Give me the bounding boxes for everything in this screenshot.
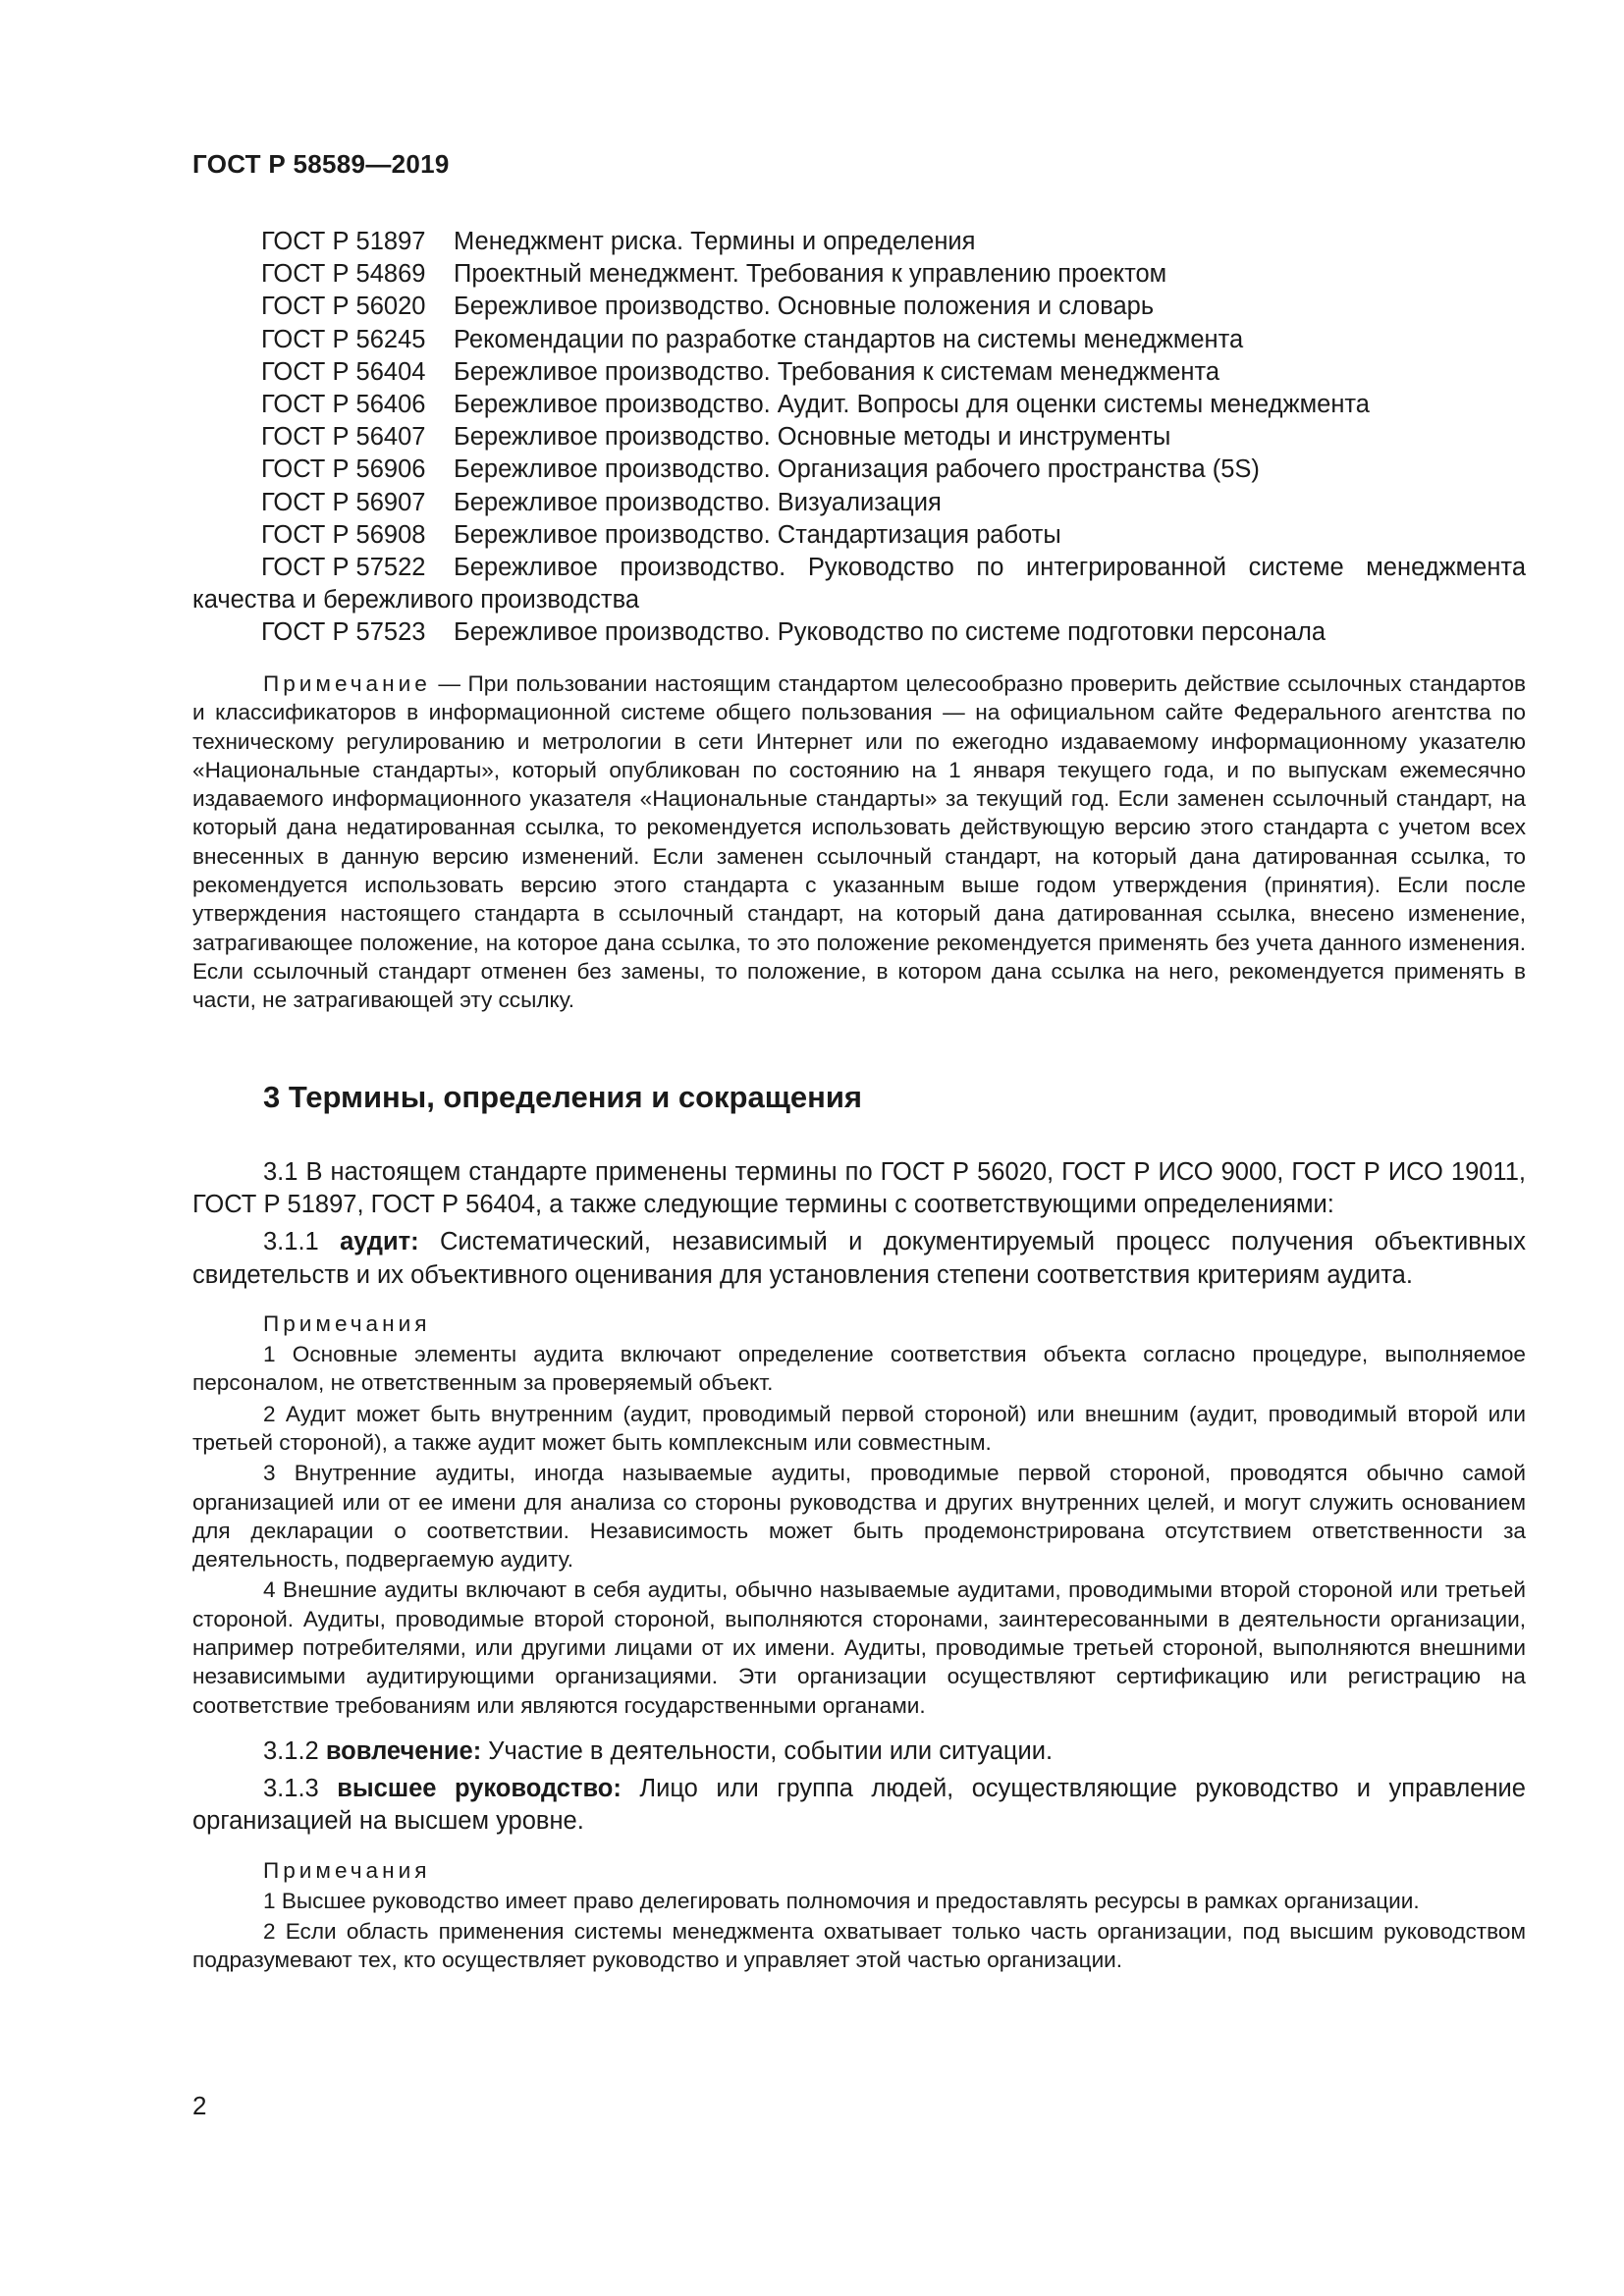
reference-title: Рекомендации по разработке стандартов на системы менеджмента xyxy=(454,325,1244,353)
section-intro: 3.1 В настоящем стандарте применены термины по ГОСТ Р 56020, ГОСТ Р ИСО 9000, ГОСТ Р ИСО 19011, ГОСТ Р 51897, ГОСТ Р 56404, а также следующие термины с соответствующими определениями: xyxy=(192,1158,1526,1219)
term-number: 3.1.1 xyxy=(263,1228,341,1256)
reference-title: Бережливое производство. Стандартизация работы xyxy=(454,520,1061,549)
reference-item xyxy=(192,324,1526,356)
notes-caption: Примечания xyxy=(263,1857,431,1883)
reference-item xyxy=(192,226,1526,258)
term-notes xyxy=(192,1309,1526,1720)
term-number: 3.1.3 xyxy=(263,1775,338,1803)
reference-title: Проектный менеджмент. Требования к управлению проектом xyxy=(454,260,1167,289)
reference-code: ГОСТ Р 56906 xyxy=(261,455,426,484)
term-notes xyxy=(192,1856,1526,1975)
term-entry xyxy=(192,1735,1526,1768)
document-header: ГОСТ Р 58589—2019 xyxy=(192,149,450,179)
reference-code: ГОСТ Р 56907 xyxy=(261,488,426,516)
reference-code: ГОСТ Р 56404 xyxy=(261,357,426,386)
reference-code: ГОСТ Р 57523 xyxy=(261,618,426,647)
note-item: 2 Аудит может быть внутренним (аудит, проводимый первой стороной) или внешним (аудит, проводимый второй или третьей стороной), а также аудит может быть комплексным или совместным. xyxy=(192,1401,1526,1455)
reference-item xyxy=(192,454,1526,486)
reference-title: Бережливое производство. Основные методы и инструменты xyxy=(454,423,1171,452)
reference-item xyxy=(192,519,1526,552)
reference-item xyxy=(192,616,1526,649)
reference-title: Бережливое производство. Руководство по системе подготовки персонала xyxy=(454,618,1326,647)
reference-item xyxy=(192,291,1526,323)
reference-item xyxy=(192,258,1526,291)
section-title: 3 Термины, определения и сокращения xyxy=(263,1080,862,1114)
note-item: 3 Внутренние аудиты, иногда называемые аудиты, проводимые первой стороной, проводятся обычно самой организацией или от ее имени для анализа со стороны руководства и других внутренних целей, и могут служить основанием для декларации о соответствии. Независимость может быть продемонстрирована отсутствием ответственности за деятельность, подвергаемую аудиту. xyxy=(192,1461,1526,1573)
reference-code: ГОСТ Р 56020 xyxy=(261,293,426,321)
reference-item xyxy=(192,356,1526,389)
reference-item xyxy=(192,552,1526,616)
reference-title: Бережливое производство. Визуализация xyxy=(454,488,942,516)
note-text: — При пользовании настоящим стандартом целесообразно проверить действие ссылочных стандартов и классификаторов в информационной системе общего пользования — на официальном сайте Федерального агентства по техническому регулированию и метрологии в сети Интернет или по ежегодно издаваемому информационному указателю «Национальные стандарты», который опубликован по состоянию на 1 января текущего года, и по выпускам ежемесячно издаваемого информационного указателя «Национальные стандарты» за текущий год. Если заменен ссылочный стандарт, на который дана недатированная ссылка, то рекомендуется использовать действующую версию этого стандарта с учетом всех внесенных в данную версию изменений. Если заменен ссылочный стандарт, на который дана датированная ссылка, то рекомендуется использовать версию этого стандарта с указанным выше годом утверждения (принятия). Если после утверждения настоящего стандарта в ссылочный стандарт, на который дана датированная ссылка, внесено изменение, затрагивающее положение, на которое дана ссылка, то это положение рекомендуется применять без учета данного изменения. Если ссылочный стандарт отменен без замены, то положение, в котором дана ссылка на него, рекомендуется применять в части, не затрагивающей эту ссылку. xyxy=(192,671,1526,1013)
term-definition: Систематический, независимый и документируемый процесс получения объективных свидетельств и их объективного оценивания для установления степени соответствия критериям аудита. xyxy=(192,1228,1526,1289)
references-list xyxy=(192,226,1526,650)
reference-code: ГОСТ Р 56407 xyxy=(261,423,426,452)
reference-item xyxy=(192,421,1526,454)
reference-note-paragraph xyxy=(192,669,1526,1015)
reference-item xyxy=(192,487,1526,519)
reference-item xyxy=(192,389,1526,421)
reference-code: ГОСТ Р 56406 xyxy=(261,391,426,419)
notes-caption: Примечания xyxy=(263,1310,431,1336)
reference-title: Бережливое производство. Организация рабочего пространства (5S) xyxy=(454,455,1260,484)
reference-code: ГОСТ Р 54869 xyxy=(261,260,426,289)
term-definition: Участие в деятельности, событии или ситуации. xyxy=(481,1736,1054,1765)
term-name: высшее руководство: xyxy=(337,1775,622,1803)
reference-title: Бережливое производство. Аудит. Вопросы для оценки системы менеджмента xyxy=(454,391,1370,419)
reference-code: ГОСТ Р 56245 xyxy=(261,325,426,353)
terms-section xyxy=(192,1156,1526,1977)
reference-title: Бережливое производство. Основные положения и словарь xyxy=(454,293,1155,321)
note-item: 1 Основные элементы аудита включают определение соответствия объекта согласно процедуре, выполняемое персоналом, не ответственным за проверяемый объект. xyxy=(192,1342,1526,1396)
reference-code: ГОСТ Р 51897 xyxy=(261,228,426,255)
page-number: 2 xyxy=(192,2091,207,2120)
reference-title: Бережливое производство. Руководство по интегрированной системе менеджмента качества и бережливого производства xyxy=(192,554,1526,614)
term-name: вовлечение: xyxy=(325,1736,482,1765)
term-definition: Лицо или группа людей, осуществляющие руководство и управление организацией на высшем уровне. xyxy=(192,1775,1526,1836)
term-name: аудит: xyxy=(340,1228,419,1256)
term-number: 3.1.2 xyxy=(263,1736,326,1765)
note-item: 2 Если область применения системы менеджмента охватывает только часть организации, под высшим руководством подразумевают тех, кто осуществляет руководство и управляет этой частью организации. xyxy=(192,1919,1526,1973)
note-item: 4 Внешние аудиты включают в себя аудиты, обычно называемые аудитами, проводимыми второй стороной или третьей стороной. Аудиты, проводимые второй стороной, выполняются сторонами, заинтересованными в деятельности организации, например потребителями, или другими лицами от их имени. Аудиты, проводимые третьей стороной, выполняются внешними независимыми аудитирующими организациями. Эти организации осуществляют сертификацию или регистрацию на соответствие требованиям или являются государственными органами. xyxy=(192,1577,1526,1718)
note-label: Примечание xyxy=(263,671,431,696)
reference-code: ГОСТ Р 56908 xyxy=(261,520,426,549)
note-item: 1 Высшее руководство имеет право делегировать полномочия и предоставлять ресурсы в рамках организации. xyxy=(263,1888,1420,1913)
term-entry xyxy=(192,1773,1526,1838)
reference-code: ГОСТ Р 57522 xyxy=(261,554,426,582)
reference-title: Бережливое производство. Требования к системам менеджмента xyxy=(454,357,1220,386)
reference-title: Менеджмент риска. Термины и определения xyxy=(454,228,976,255)
reference-note xyxy=(192,669,1526,1015)
term-entry xyxy=(192,1226,1526,1291)
